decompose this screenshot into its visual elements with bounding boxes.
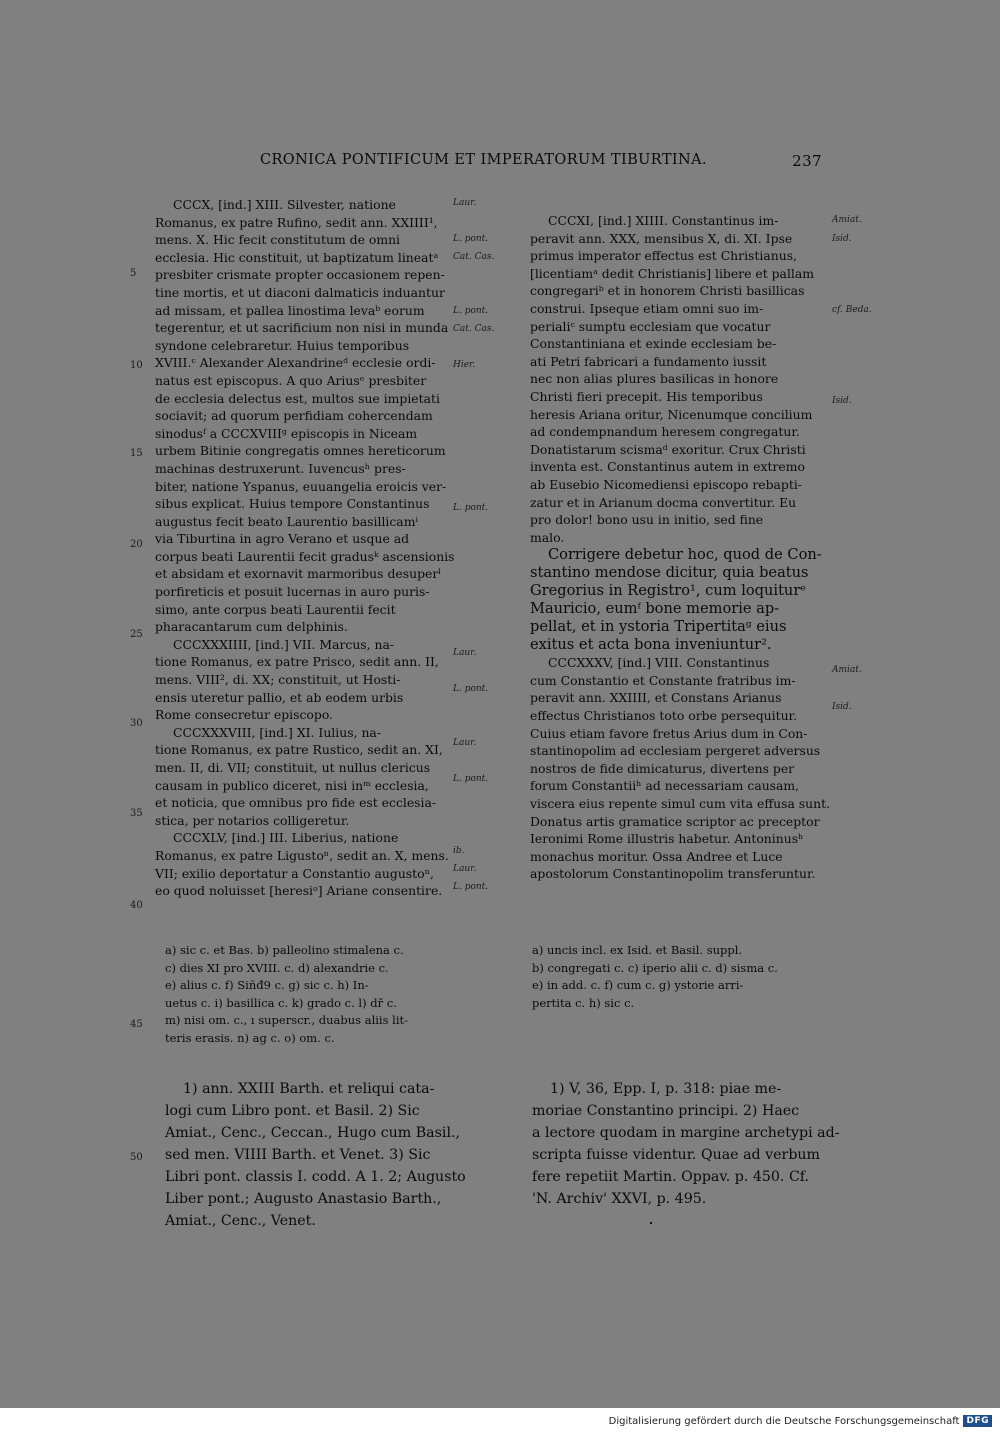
margin-source-note: Amiat. (832, 665, 862, 675)
text-line: Donatistarum scismaᵈ exoritur. Crux Christi (530, 441, 806, 457)
text-line: Cuius etiam favore fretus Arius dum in Con- (530, 725, 808, 741)
line-number: 30 (130, 718, 143, 729)
text-line: e) in add. c. f) cum c. g) ystorie arri- (532, 978, 744, 992)
text-line: presbiter crismate propter occasionem repen- (155, 267, 445, 283)
text-line: sed men. VIIII Barth. et Venet. 3) Sic (165, 1147, 431, 1163)
line-number: 20 (130, 539, 143, 550)
text-line: heresis Ariana oritur, Nicenumque concilium (530, 406, 813, 422)
text-line: machinas destruxerunt. Iuvencusʰ pres- (155, 460, 406, 476)
text-line: natus est episcopus. A quo Ariusᵉ presbiter (155, 372, 427, 388)
text-line: de ecclesia delectus est, multos sue impietati (155, 390, 440, 406)
text-line: fere repetiit Martin. Oppav. p. 450. Cf. (532, 1169, 810, 1185)
margin-source-note: ib. (453, 846, 465, 856)
text-line: stantinopolim ad ecclesiam pergeret adversus (530, 743, 821, 759)
text-line: ab Eusebio Nicomediensi episcopo rebapti- (530, 476, 802, 492)
text-line: cum Constantio et Constante fratribus im- (530, 672, 796, 688)
line-number: 45 (130, 1019, 143, 1030)
correction-paragraph (530, 546, 828, 654)
text-line: sibus explicat. Huius tempore Constantinus (155, 496, 430, 512)
text-line: Donatus artis gramatice scriptor ac preceptor (530, 813, 820, 829)
text-line: biter, natione Yspanus, euuangelia eroicis ver- (155, 478, 447, 494)
text-line: c) dies XI pro XVIII. c. d) alexandrie c. (165, 960, 389, 975)
text-line: ensis uteretur pallio, et ab eodem urbis (155, 689, 404, 705)
text-line: ecclesia. Hic constituit, ut baptizatum lineatᵃ (155, 249, 439, 265)
line-number: 5 (130, 268, 137, 279)
text-line: porfireticis et posuit lucernas in auro puris- (155, 584, 430, 600)
footnotes-left (165, 1078, 466, 1232)
margin-source-note: L. pont. (453, 774, 489, 784)
text-line: urbem Bitinie congregatis omnes hereticorum (155, 443, 446, 459)
text-line: moriae Constantino principi. 2) Haec (532, 1103, 800, 1119)
margin-source-note: Amiat. (832, 215, 862, 225)
text-line: peravit ann. XXIIII, et Constans Arianus (530, 690, 782, 706)
text-line: et absidam et exornavit marmoribus desuperˡ (155, 566, 442, 582)
text-line: sinodusᶠ a CCCXVIIIᵍ episcopis in Niceam (155, 425, 418, 441)
text-line: teris erasis. n) ag c. o) om. c. (165, 1030, 335, 1045)
text-line: inventa est. Constantinus autem in extremo (530, 459, 805, 475)
text-line: Amiat., Cenc., Venet. (165, 1213, 316, 1229)
text-line: logi cum Libro pont. et Basil. 2) Sic (165, 1103, 420, 1119)
text-line: Ieronimi Rome illustris habetur. Antoninusʰ (530, 831, 804, 847)
text-line: apostolorum Constantinopolim transferuntur. (530, 866, 816, 882)
text-line: via Tiburtina in agro Verano et usque ad (155, 531, 410, 547)
text-line: CCCXI, [ind.] XIIII. Constantinus im- (548, 213, 779, 228)
text-line: forum Constantiiʰ ad necessariam causam, (530, 778, 800, 794)
text-line: et noticia, que omnibus pro fide est ecclesia- (155, 795, 437, 811)
text-line: 'N. Archiv' XXVI, p. 495. (532, 1191, 707, 1207)
margin-source-note: Isid. (832, 234, 852, 244)
footnotes-right (532, 1078, 840, 1210)
text-line: uetus c. i) basillica c. k) grado c. l) dř c. (165, 995, 397, 1010)
text-line: construi. Ipseque etiam omni suo im- (530, 300, 764, 316)
text-line: simo, ante corpus beati Laurentii fecit (155, 601, 396, 617)
text-line: VII; exilio deportatur a Constantio augustoⁿ, (155, 865, 434, 881)
text-line: primus imperator effectus est Christianus, (530, 248, 797, 264)
footer-credit: Digitalisierung gefördert durch die Deutsche Forschungsgemeinschaft (608, 1415, 960, 1427)
text-line: mens. X. Hic fecit constitutum de omni (155, 232, 401, 248)
text-line: CCCXXXV, [ind.] VIII. Constantinus (548, 655, 770, 671)
text-line: Corrigere debetur hoc, quod de Con- (548, 546, 822, 564)
text-line: men. II, di. VII; constituit, ut nullus clericus (155, 760, 431, 775)
text-line: Rome consecretur episcopo. (155, 707, 333, 723)
text-line: causam in publico diceret, nisi inᵐ ecclesia, (155, 777, 429, 793)
text-line: Libri pont. classis I. codd. A 1. 2; Augusto (165, 1169, 466, 1185)
text-line: pertita c. h) sic c. (532, 995, 635, 1010)
text-line: Mauricio, eumᶠ bone memorie ap- (530, 600, 780, 618)
text-line: nostros de fide dimicaturus, divertens per (530, 760, 795, 776)
margin-source-note: Cat. Cas. (453, 324, 495, 334)
text-line: nec non alias plures basilicas in honore (530, 371, 779, 387)
text-line: ati Petri fabricari a fundamento iussit (530, 353, 767, 369)
text-line: peravit ann. XXX, mensibus X, di. XI. Ipse (530, 230, 793, 246)
text-line: Constantiniana et exinde ecclesiam be- (530, 336, 777, 352)
margin-source-note: L. pont. (453, 306, 489, 316)
page-number: 237 (792, 152, 822, 170)
text-line: XVIII.ᶜ Alexander Alexandrineᵈ ecclesie ordi- (155, 355, 436, 371)
text-line: CCCXXXVIII, [ind.] XI. Iulius, na- (173, 724, 381, 740)
text-line: Amiat., Cenc., Ceccan., Hugo cum Basil., (165, 1125, 461, 1141)
stray-mark (650, 1222, 652, 1224)
line-number: 25 (130, 629, 143, 640)
text-line: CCCX, [ind.] XIII. Silvester, natione (173, 197, 396, 212)
text-line: tione Romanus, ex patre Prisco, sedit ann. II, (155, 654, 439, 670)
margin-source-note: Laur. (453, 864, 477, 874)
line-number: 15 (130, 448, 143, 459)
text-line: m) nisi om. c., ı superscr., duabus aliis lit- (165, 1013, 409, 1027)
text-line: pellat, et in ystoria Tripertitaᵍ eius (530, 618, 787, 636)
line-number: 40 (130, 900, 143, 911)
line-number: 35 (130, 808, 143, 819)
margin-source-note: Laur. (453, 648, 477, 658)
text-line: CCCXXXIIII, [ind.] VII. Marcus, na- (173, 636, 395, 652)
text-line: monachus moritur. Ossa Andree et Luce (530, 848, 783, 864)
margin-source-note: L. pont. (453, 503, 489, 513)
margin-source-note: Cat. Cas. (453, 252, 495, 262)
text-line: a lectore quodam in margine archetypi ad- (532, 1125, 840, 1141)
margin-source-note: Laur. (453, 198, 477, 208)
text-line: Gregorius in Registro¹, cum loquiturᵉ (530, 582, 806, 600)
text-line: eo quod noluisset [heresiᵒ] Ariane consentire. (155, 883, 443, 899)
text-line: [licentiamᵃ dedit Christianis] libere et pallam (530, 265, 815, 281)
text-line: b) congregati c. c) iperio alii c. d) sisma c. (532, 960, 778, 975)
margin-source-note: cf. Beda. (832, 305, 872, 315)
text-line: ad condempnandum heresem congregatur. (530, 424, 800, 440)
margin-source-note: Isid. (832, 396, 852, 406)
text-line: 1) ann. XXIII Barth. et reliqui cata- (183, 1081, 435, 1097)
text-line: Romanus, ex patre Rufino, sedit ann. XXIIII¹, (155, 214, 438, 230)
text-line: effectus Christianos toto orbe persequitur. (530, 708, 798, 724)
margin-source-note: Laur. (453, 738, 477, 748)
text-line: a) uncis incl. ex Isid. et Basil. suppl. (532, 943, 743, 957)
text-line: a) sic c. et Bas. b) palleolino stimalena c. (165, 943, 404, 957)
margin-source-note: L. pont. (453, 684, 489, 694)
text-line: mens. VIII², di. XX; constituit, ut Hosti- (155, 672, 401, 688)
line-number: 50 (130, 1152, 143, 1163)
dfg-logo: DFG (963, 1415, 992, 1427)
text-line: ad missam, et pallea linostima levaᵇ eorum (155, 302, 425, 318)
right-text-column (530, 212, 831, 883)
text-line: tegerentur, et ut sacrificium non nisi in munda (155, 320, 449, 336)
text-line: e) alius c. f) Siñđ9 c. g) sic c. h) In- (165, 978, 369, 992)
text-line: scripta fuisse videntur. Quae ad verbum (532, 1147, 820, 1163)
text-line: zatur et in Arianum docma convertitur. Eu (530, 494, 797, 510)
margin-source-note: Isid. (832, 702, 852, 712)
critical-apparatus-right (532, 942, 828, 1012)
text-line: CCCXLV, [ind.] III. Liberius, natione (173, 830, 399, 846)
text-line: Liber pont.; Augusto Anastasio Barth., (165, 1191, 442, 1207)
running-head-title: CRONICA PONTIFICUM ET IMPERATORUM TIBURTINA. (260, 152, 708, 168)
margin-source-note: L. pont. (453, 882, 489, 892)
margin-source-note: L. pont. (453, 234, 489, 244)
text-line: exitus et acta bona inveniuntur². (530, 636, 772, 654)
digitization-footer (0, 1408, 1000, 1434)
text-line: corpus beati Laurentii fecit gradusᵏ ascensionis (155, 548, 455, 564)
text-line: congregariᵇ et in honorem Christi basillicas (530, 283, 805, 299)
left-text-column (155, 196, 455, 900)
text-line: viscera eius repente simul cum vita effusa sunt. (530, 796, 831, 812)
margin-source-note: Hier. (453, 360, 476, 370)
critical-apparatus-left (165, 942, 450, 1047)
line-number: 10 (130, 360, 143, 371)
text-line: pro dolor! bono usu in initio, sed fine (530, 512, 764, 528)
text-line: tine mortis, et ut diaconi dalmaticis induantur (155, 284, 445, 300)
text-line: syndone celebraretur. Huius temporibus (155, 337, 410, 353)
text-line: stica, per notarios colligeretur. (155, 812, 350, 828)
text-line: pharacantarum cum delphinis. (155, 619, 348, 635)
text-line: Christi fieri precepit. His temporibus (530, 388, 763, 404)
text-line: 1) V, 36, Epp. I, p. 318: piae me- (550, 1081, 782, 1097)
text-line: stantino mendose dicitur, quia beatus (530, 564, 809, 582)
text-line: sociavit; ad quorum perfidiam cohercendam (155, 408, 433, 424)
text-line: augustus fecit beato Laurentio basillicamⁱ (155, 513, 418, 529)
text-line: perialiᶜ sumptu ecclesiam que vocatur (530, 318, 771, 334)
text-line: malo. (530, 529, 565, 545)
text-line: tione Romanus, ex patre Rustico, sedit an. XI, (155, 742, 443, 758)
text-line: Romanus, ex patre Ligustoⁿ, sedit an. X, mens. (155, 847, 449, 863)
